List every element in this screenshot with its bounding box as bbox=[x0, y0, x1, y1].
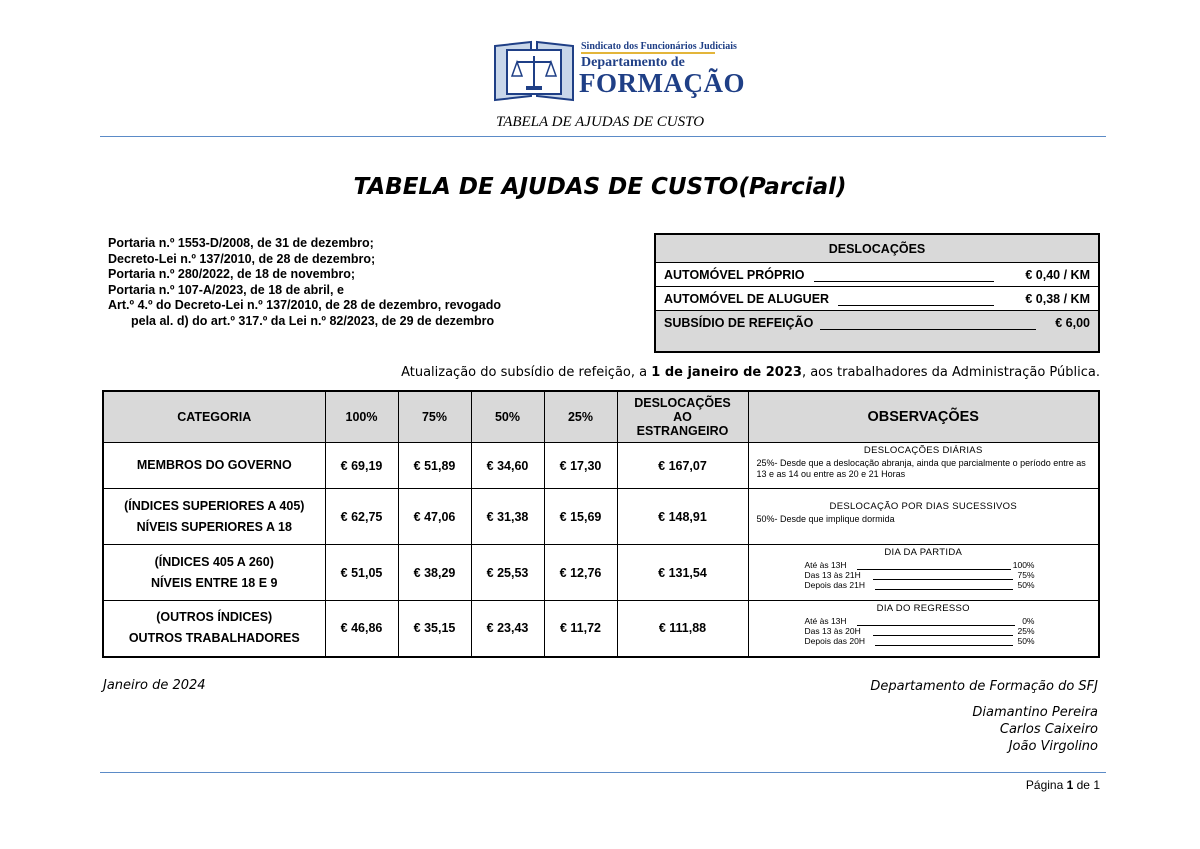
signatory-name: Carlos Caixeiro bbox=[999, 722, 1098, 737]
desloc-label: AUTOMÓVEL DE ALUGUER bbox=[664, 292, 830, 306]
observation-cell bbox=[748, 443, 1099, 489]
category-label: OUTROS TRABALHADORES bbox=[128, 631, 300, 646]
update-note-text: , aos trabalhadores da Administração Pública. bbox=[801, 365, 1100, 380]
obs-rate-label: Das 13 às 20H bbox=[804, 626, 861, 636]
value-cell: € 11,72 bbox=[544, 601, 617, 657]
obs-rate-line bbox=[805, 560, 1035, 570]
leader-line bbox=[857, 560, 1011, 570]
page-total: de 1 bbox=[1073, 778, 1100, 792]
value-cell: € 148,91 bbox=[617, 489, 748, 545]
leader-line bbox=[875, 636, 1013, 646]
table-row bbox=[103, 545, 1099, 601]
signatory-name: Diamantino Pereira bbox=[972, 705, 1098, 720]
legal-line: Portaria n.º 107-A/2023, de 18 de abril, e bbox=[108, 282, 344, 297]
obs-rate-value: 0% bbox=[1022, 616, 1035, 626]
obs-rate-value: 25% bbox=[1017, 626, 1035, 636]
obs-text: 50%- Desde que implique dormida bbox=[756, 514, 895, 524]
leader-line bbox=[875, 580, 1013, 590]
value-cell: € 167,07 bbox=[617, 443, 748, 489]
desloc-value: € 0,40 / KM bbox=[1025, 268, 1090, 282]
page-title: TABELA DE AJUDAS DE CUSTO(Parcial) bbox=[353, 174, 847, 200]
desloc-label: AUTOMÓVEL PRÓPRIO bbox=[664, 268, 805, 282]
obs-title: DESLOCAÇÕES DIÁRIAS bbox=[863, 445, 983, 456]
table-header-row bbox=[103, 391, 1099, 443]
obs-rate-value: 50% bbox=[1017, 636, 1035, 646]
desloc-row bbox=[656, 287, 1098, 311]
observation-cell bbox=[748, 601, 1099, 657]
signature-dept: Departamento de Formação do SFJ bbox=[870, 679, 1098, 694]
desloc-value: € 6,00 bbox=[1055, 316, 1090, 330]
footer-rule bbox=[100, 772, 1106, 773]
header-title: TABELA DE AJUDAS DE CUSTO bbox=[495, 114, 705, 130]
scales-emblem-icon bbox=[493, 38, 575, 102]
value-cell: € 51,89 bbox=[398, 443, 471, 489]
category-cell bbox=[103, 601, 325, 657]
col-header: CATEGORIA bbox=[103, 391, 325, 443]
page-label: Página bbox=[1025, 778, 1067, 792]
obs-rate-line bbox=[805, 580, 1035, 590]
update-note-text: Atualização do subsídio de refeição, a bbox=[401, 365, 652, 380]
value-cell: € 12,76 bbox=[544, 545, 617, 601]
update-note-date: 1 de janeiro de 2023 bbox=[651, 365, 802, 380]
value-cell: € 51,05 bbox=[325, 545, 398, 601]
leader-line bbox=[838, 292, 994, 306]
logo-divider bbox=[581, 52, 715, 54]
category-label: (OUTROS ÍNDICES) bbox=[156, 610, 273, 625]
category-label: NÍVEIS SUPERIORES A 18 bbox=[136, 519, 292, 534]
value-cell: € 17,30 bbox=[544, 443, 617, 489]
obs-rate-label: Depois das 21H bbox=[804, 580, 865, 590]
observation-cell bbox=[748, 545, 1099, 601]
logo-formacao-text: FORMAÇÃO bbox=[579, 68, 745, 98]
sfj-logo bbox=[493, 38, 745, 108]
desloc-label: SUBSÍDIO DE REFEIÇÃO bbox=[664, 316, 814, 330]
desloc-row bbox=[656, 311, 1098, 351]
obs-text: 25%- Desde que a deslocação abranja, ainda que parcialmente o período entre as 13 e as 14 ou entre as 20 e 21 Horas bbox=[756, 458, 1086, 479]
obs-rate-line bbox=[805, 570, 1035, 580]
value-cell: € 69,19 bbox=[325, 443, 398, 489]
category-label: (ÍNDICES 405 A 260) bbox=[154, 554, 274, 569]
deslocacoes-title: DESLOCAÇÕES bbox=[656, 235, 1098, 263]
obs-rate-label: Das 13 às 21H bbox=[804, 570, 861, 580]
leader-line bbox=[873, 570, 1013, 580]
observation-cell bbox=[748, 489, 1099, 545]
obs-rate-line bbox=[805, 636, 1035, 646]
desloc-value: € 0,38 / KM bbox=[1025, 292, 1090, 306]
obs-title: DESLOCAÇÃO POR DIAS SUCESSIVOS bbox=[829, 501, 1017, 512]
category-label: (ÍNDICES SUPERIORES A 405) bbox=[124, 498, 305, 513]
table-row bbox=[103, 443, 1099, 489]
col-header: 100% bbox=[325, 391, 398, 443]
category-cell bbox=[103, 443, 325, 489]
category-label: MEMBROS DO GOVERNO bbox=[136, 458, 292, 472]
table-row bbox=[103, 601, 1099, 657]
obs-title: DIA DO REGRESSO bbox=[876, 603, 970, 614]
page-number bbox=[1026, 778, 1100, 792]
leader-line bbox=[820, 316, 1036, 330]
value-cell: € 131,54 bbox=[617, 545, 748, 601]
col-header: 25% bbox=[544, 391, 617, 443]
category-cell bbox=[103, 545, 325, 601]
value-cell: € 23,43 bbox=[471, 601, 544, 657]
allowance-table bbox=[102, 390, 1100, 658]
obs-rate-value: 75% bbox=[1017, 570, 1035, 580]
legal-line: pela al. d) do art.º 317.º da Lei n.º 82/2023, de 29 de dezembro bbox=[131, 313, 495, 328]
value-cell: € 46,86 bbox=[325, 601, 398, 657]
logo-org-name: Sindicato dos Funcionários Judiciais bbox=[581, 41, 737, 52]
value-cell: € 62,75 bbox=[325, 489, 398, 545]
obs-rate-label: Até às 13H bbox=[804, 616, 847, 626]
logo-dept-text: Departamento de bbox=[581, 55, 685, 70]
leader-line bbox=[857, 616, 1015, 626]
page-current: 1 bbox=[1066, 778, 1074, 792]
header-rule bbox=[100, 136, 1106, 137]
obs-title: DIA DA PARTIDA bbox=[884, 547, 963, 558]
value-cell: € 111,88 bbox=[617, 601, 748, 657]
col-header: 75% bbox=[398, 391, 471, 443]
value-cell: € 38,29 bbox=[398, 545, 471, 601]
value-cell: € 31,38 bbox=[471, 489, 544, 545]
value-cell: € 15,69 bbox=[544, 489, 617, 545]
obs-rate-line bbox=[805, 626, 1035, 636]
document-date: Janeiro de 2024 bbox=[103, 678, 206, 693]
leader-line bbox=[873, 626, 1013, 636]
legal-references bbox=[108, 236, 501, 329]
obs-rate-line bbox=[805, 616, 1035, 626]
obs-rate-value: 100% bbox=[1012, 560, 1035, 570]
value-cell: € 47,06 bbox=[398, 489, 471, 545]
value-cell: € 25,53 bbox=[471, 545, 544, 601]
category-label: NÍVEIS ENTRE 18 E 9 bbox=[151, 575, 278, 590]
col-header: 50% bbox=[471, 391, 544, 443]
obs-rate-label: Depois das 20H bbox=[804, 636, 865, 646]
signature-block bbox=[870, 678, 1098, 755]
legal-line: Decreto-Lei n.º 137/2010, de 28 de dezembro; bbox=[108, 251, 376, 266]
value-cell: € 35,15 bbox=[398, 601, 471, 657]
legal-line: Portaria n.º 280/2022, de 18 de novembro; bbox=[108, 267, 356, 281]
update-note bbox=[401, 365, 1100, 380]
obs-rate-value: 50% bbox=[1017, 580, 1035, 590]
desloc-row bbox=[656, 263, 1098, 287]
obs-rate-label: Até às 13H bbox=[804, 560, 847, 570]
table-row bbox=[103, 489, 1099, 545]
leader-line bbox=[814, 268, 994, 282]
legal-line: Art.º 4.º do Decreto-Lei n.º 137/2010, de 28 de dezembro, revogado bbox=[108, 298, 501, 312]
deslocacoes-box bbox=[654, 233, 1100, 353]
value-cell: € 34,60 bbox=[471, 443, 544, 489]
legal-line: Portaria n.º 1553-D/2008, de 31 de dezembro; bbox=[108, 236, 374, 250]
category-cell bbox=[103, 489, 325, 545]
col-header: OBSERVAÇÕES bbox=[748, 391, 1099, 443]
signatory-name: João Virgolino bbox=[1008, 739, 1098, 754]
col-header: DESLOCAÇÕES AO ESTRANGEIRO bbox=[617, 391, 748, 443]
